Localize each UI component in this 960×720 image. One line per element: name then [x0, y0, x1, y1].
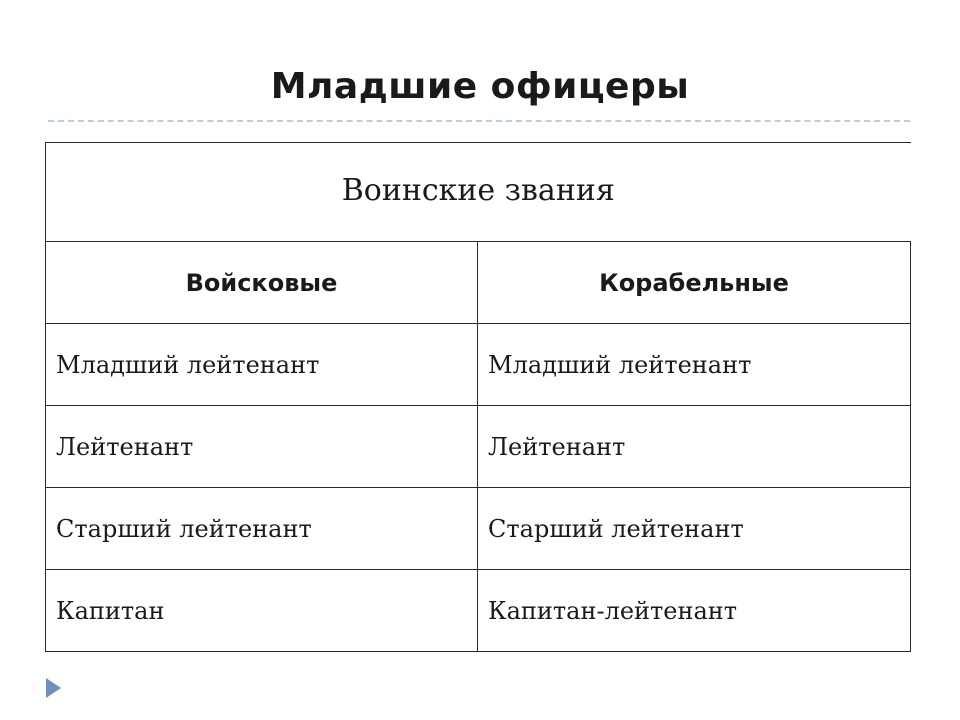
- table-row: [46, 324, 911, 406]
- column-header-ground: Войсковые: [46, 242, 478, 324]
- table-header-cell: Воинские звания: [46, 143, 911, 242]
- column-header-row: [46, 242, 911, 324]
- table-cell-naval: Младший лейтенант: [478, 324, 911, 406]
- slide-title: Младшие офицеры: [270, 66, 690, 107]
- ranks-table: [45, 142, 911, 652]
- table-cell-naval: Старший лейтенант: [478, 488, 911, 570]
- table-cell-ground: Младший лейтенант: [46, 324, 478, 406]
- column-header-naval: Корабельные: [478, 242, 911, 324]
- table-cell-ground: Капитан: [46, 570, 478, 652]
- title-divider: [48, 120, 910, 122]
- table-cell-ground: Старший лейтенант: [46, 488, 478, 570]
- table-header-row: [46, 143, 911, 242]
- triangle-right-icon[interactable]: [44, 677, 62, 699]
- table-row: [46, 488, 911, 570]
- table-cell-naval: Лейтенант: [478, 406, 911, 488]
- table-cell-naval: Капитан-лейтенант: [478, 570, 911, 652]
- table-row: [46, 570, 911, 652]
- table-cell-ground: Лейтенант: [46, 406, 478, 488]
- table-row: [46, 406, 911, 488]
